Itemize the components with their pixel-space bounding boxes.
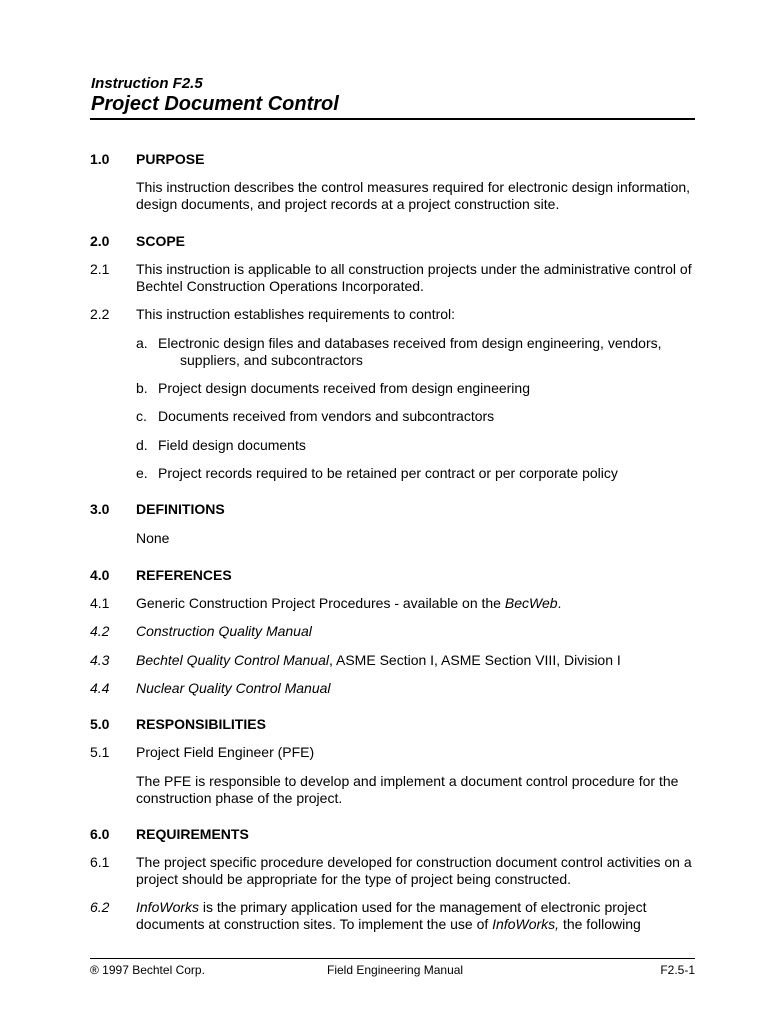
section-title: SCOPE <box>136 233 186 249</box>
paragraph-number: 2.2 <box>90 306 110 322</box>
paragraph-number: 2.1 <box>90 261 110 277</box>
footer-page-number: F2.5-1 <box>660 963 695 977</box>
paragraph-text: Project Field Engineer (PFE) <box>136 744 315 760</box>
reference-title: Bechtel Quality Control Manual <box>136 652 329 668</box>
section-number: 3.0 <box>90 501 110 517</box>
section-title: RESPONSIBILITIES <box>136 716 266 732</box>
reference-number: 4.2 <box>90 623 110 639</box>
list-text: Project design documents received from design engineering <box>158 380 530 396</box>
section-title: DEFINITIONS <box>136 501 225 517</box>
infoworks-term: InfoWorks <box>136 899 200 915</box>
paragraph-text-part: the following <box>559 916 641 932</box>
list-text-line: Electronic design files and databases received from design engineering, vendors, <box>158 335 662 351</box>
paragraph-text: The project specific procedure developed for construction document control activities on a project should be appropriate for the type of project being constructed. <box>136 854 692 887</box>
list-text: Project records required to be retained per contract or per corporate policy <box>158 465 618 481</box>
page-title: Project Document Control <box>91 93 339 115</box>
paragraph-number: 6.2 <box>90 899 110 915</box>
list-text: Documents received from vendors and subcontractors <box>158 408 495 424</box>
list-text <box>158 335 696 369</box>
paragraph-text-part: is the primary application used for the management of electronic project documents at construction sites. To implement the use of <box>136 899 647 932</box>
reference-text: Nuclear Quality Control Manual <box>136 680 331 696</box>
reference-number: 4.4 <box>90 680 110 696</box>
reference-number: 4.3 <box>90 652 110 668</box>
section-title: PURPOSE <box>136 151 205 167</box>
reference-text <box>136 652 696 669</box>
reference-text-part: , ASME Section I, ASME Section VIII, Division I <box>329 652 621 668</box>
reference-number: 4.1 <box>90 595 110 611</box>
list-text-continuation: suppliers, and subcontractors <box>180 352 363 368</box>
reference-text: Construction Quality Manual <box>136 623 312 639</box>
footer-rule <box>90 958 695 959</box>
paragraph-text: The PFE is responsible to develop and implement a document control procedure for the construction phase of the project. <box>136 773 679 806</box>
paragraph-number: 5.1 <box>90 744 110 760</box>
paragraph-text: This instruction is applicable to all construction projects under the administrative control of Bechtel Construction Operations Incorporated. <box>136 261 692 294</box>
section-number: 4.0 <box>90 567 110 583</box>
reference-text-part: . <box>557 595 562 611</box>
paragraph-text: None <box>136 530 170 546</box>
reference-text <box>136 595 696 612</box>
list-text: Field design documents <box>158 437 306 453</box>
list-label: a. <box>136 335 148 351</box>
header-rule <box>90 118 695 120</box>
becweb-link-text: BecWeb <box>504 595 558 611</box>
list-label: e. <box>136 465 148 481</box>
infoworks-term: InfoWorks, <box>492 916 560 932</box>
section-number: 5.0 <box>90 716 110 732</box>
instruction-number: Instruction F2.5 <box>91 75 203 92</box>
section-title: REFERENCES <box>136 567 232 583</box>
reference-text-part: Generic Construction Project Procedures - available on the <box>136 595 505 611</box>
list-label: b. <box>136 380 148 396</box>
paragraph-text <box>136 899 696 933</box>
section-title: REQUIREMENTS <box>136 826 249 842</box>
list-label: d. <box>136 437 148 453</box>
list-label: c. <box>136 408 147 424</box>
footer-manual-title: Field Engineering Manual <box>327 963 464 977</box>
section-number: 6.0 <box>90 826 110 842</box>
paragraph-text: This instruction establishes requirements to control: <box>136 306 456 322</box>
footer-copyright: ® 1997 Bechtel Corp. <box>90 963 205 977</box>
paragraph-number: 6.1 <box>90 854 110 870</box>
section-number: 1.0 <box>90 151 110 167</box>
paragraph-text: This instruction describes the control measures required for electronic design information, design documents, and project records at a project construction site. <box>136 179 691 212</box>
section-number: 2.0 <box>90 233 110 249</box>
